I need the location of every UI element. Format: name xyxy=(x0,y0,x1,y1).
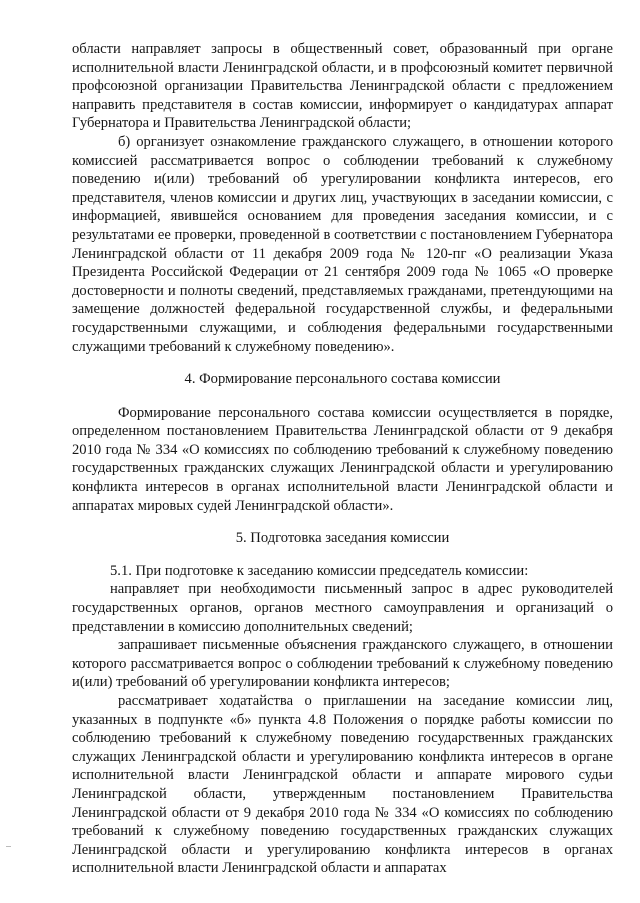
scan-artifact xyxy=(6,846,11,847)
paragraph-continuation: области направляет запросы в общественный совет, образованный при органе исполнительной власти Ленинградской области, и в профсоюзный комитет первичной профсоюзной организации Правительства Ленинградской области с предложением направить представителя в состав комиссии, информирует о кандидатурах аппарат Губернатора и Правительства Ленинградской области; xyxy=(72,41,613,132)
paragraph-b: б) организует ознакомление гражданского служащего, в отношении которого комиссией рассматривается вопрос о соблюдении требований к служебному поведению и(или) требований об урегулировании конфликта интересов, его представителя, членов комиссии и других лиц, участвующих в заседании комиссии, с информацией, явившейся основанием для проведения заседания комиссии, и с результатами ее проверки, проведенной в соответствии с постановлением Губернатора Ленинградской области от 11 декабря 2009 года № 120-пг «О реализации Указа Президента Российской Федерации от 21 сентября 2009 года № 1065 «О проверке достоверности и полноты сведений, представляемых гражданами, претендующими на замещение должностей федеральной государственной службы, и федеральными государственными служащими, и соблюдения федеральными государственными служащими требований к служебному поведению». xyxy=(72,133,613,355)
section-heading-5: 5. Подготовка заседания комиссии xyxy=(235,530,450,547)
paragraph-requests-explanations: запрашивает письменные объяснения гражданского служащего, в отношении которого рассматривается вопрос о соблюдении требований к служебному поведению и(или) требований об урегулировании конфликта интересов; xyxy=(72,637,613,691)
paragraph-sends-request: направляет при необходимости письменный запрос в адрес руководителей государственных органов, органов местного самоуправления и организаций о представлении в комиссию дополнительных сведений; xyxy=(72,581,613,635)
paragraph-considers-petitions: рассматривает ходатайства о приглашении на заседание комиссии лиц, указанных в подпункте «б» пункта 4.8 Положения о порядке работы комиссии по соблюдению требований к служебному поведению государственных гражданских служащих Ленинградской области и урегулированию конфликта интересов в органе исполнительной власти Ленинградской области и аппарате мирового судьи Ленинградской области, утвержденным постановлением Правительства Ленинградской области от 9 декабря 2010 года № 334 «О комиссиях по соблюдению требований к служебному поведению государственных гражданских служащих Ленинградской области и урегулированию конфликта интересов в органах исполнительной власти Ленинградской области и аппаратах xyxy=(72,693,613,877)
section-heading-4: 4. Формирование персонального состава комиссии xyxy=(184,371,501,388)
document-body xyxy=(72,40,613,878)
paragraph-5-1: 5.1. При подготовке к заседанию комиссии председатель комиссии: xyxy=(110,562,529,579)
paragraph-section-4: Формирование персонального состава комиссии осуществляется в порядке, определенном постановлением Правительства Ленинградской области от 9 декабря 2010 года № 334 «О комиссиях по соблюдению требований к служебному поведению государственных гражданских служащих Ленинградской области и урегулированию конфликта интересов в органах исполнительной власти Ленинградской области и аппаратах мировых судей Ленинградской области». xyxy=(72,404,613,514)
